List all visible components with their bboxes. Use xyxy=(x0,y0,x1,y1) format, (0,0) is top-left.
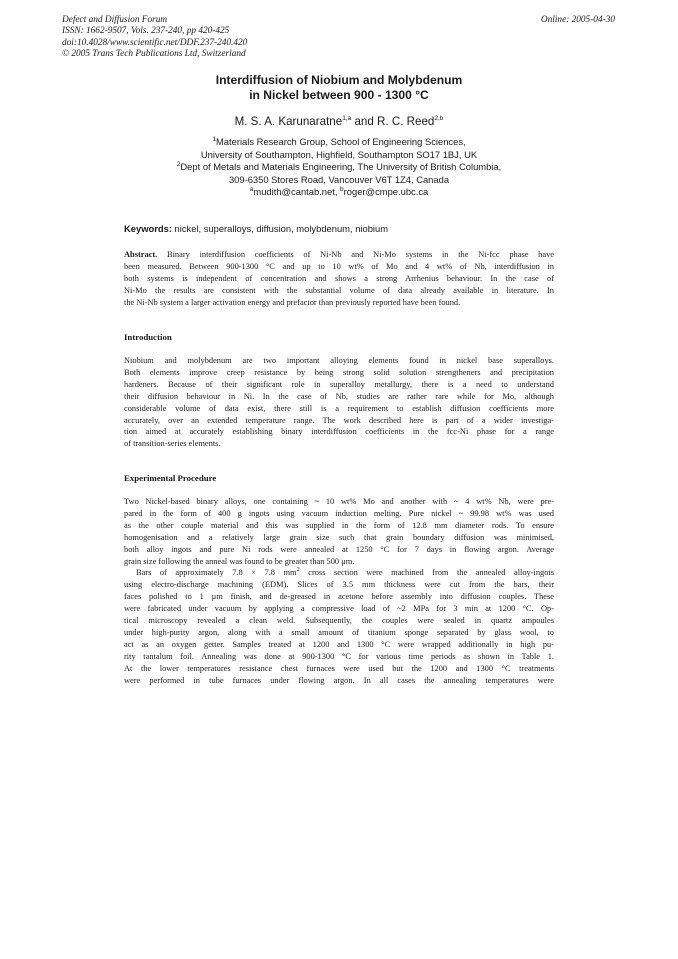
issn-line: ISSN: 1662-9507, Vols. 237-240, pp 420-425 xyxy=(62,26,230,37)
abstract-line: both systems is independent of concentration and shows a strong Arrhenius behaviour. In the case of xyxy=(124,273,554,283)
body-line: pared in the form of 400 g ingots using vacuum induction melting. Pure nickel ~ 99.98 wt% was used xyxy=(124,508,554,518)
body-line: hardeners. Because of their significant role in superalloy metallurgy, there is a need to understand xyxy=(124,379,554,389)
affiliation-2-sup: 2 xyxy=(176,161,181,169)
abstract-line: Ni-Mo the results are consistent with the substantial volume of data already available in literature. In xyxy=(124,285,554,295)
body-line: act as an oxygen getter. Samples treated at 1200 and 1300 °C were wrapped additionally in high pu- xyxy=(124,639,554,649)
affiliation-2-line-1 xyxy=(0,161,678,174)
affiliation-1-sup: 1 xyxy=(212,135,216,143)
body-line: as the other couple material and this was supplied in the form of 12.8 mm diameter rods. To ensure xyxy=(124,520,554,530)
title-line-2: in Nickel between 900 - 1300 °C xyxy=(249,88,429,102)
abstract-text: Binary interdiffusion coefficients of Ni-Nb and Ni-Mo systems in the Ni-fcc phase have xyxy=(157,250,554,259)
body-line: rity tantalum foil. Annealing was done at 900-1300 °C for various time periods as shown in Table 1. xyxy=(124,651,554,661)
body-line: of transition-series elements. xyxy=(124,439,221,449)
affiliation-2-text: Dept of Metals and Materials Engineering, The University of British Columbia, xyxy=(180,161,502,173)
body-line: At the lower temperatures resistance chest furnaces were used but the 1200 and 1300 °C treatments xyxy=(124,663,554,673)
body-line: were performed in tube furnaces under flowing argon. In all cases the annealing temperatures were xyxy=(124,675,554,685)
author-2-sup: 2,b xyxy=(434,115,444,123)
affiliation-1-text: Materials Research Group, School of Engineering Sciences, xyxy=(216,136,466,147)
publication-header xyxy=(62,15,247,61)
keywords-label: Keywords: xyxy=(124,223,172,234)
abstract-line: the Ni-Nb system a larger activation energy and prefactor than previously reported have been found. xyxy=(124,297,461,307)
paper-title xyxy=(0,73,678,103)
author-1-sup: 1,a xyxy=(342,115,352,123)
email-line xyxy=(0,186,678,199)
abstract-label: Abstract. xyxy=(124,250,158,259)
abstract-line xyxy=(124,249,554,261)
affiliation-1-line-2: University of Southampton, Highfield, Southampton SO17 1BJ, UK xyxy=(200,148,478,160)
experimental-body xyxy=(124,496,554,687)
body-text: Bars of approximately 7.8 × 7.8 mm xyxy=(136,568,297,578)
email-b: roger@cmpe.ubc.ca xyxy=(343,186,429,198)
area-superscript: 2 xyxy=(296,566,300,574)
body-line: faces polished to 1 μm finish, and de-greased in acetone before assembly into diffusion couples. These xyxy=(124,592,554,602)
body-line: accurately, over an extended temperature range. The work described here is part of a wider investiga- xyxy=(124,415,554,425)
body-line: grain size following the anneal was found to be greater than 500 μm. xyxy=(124,556,355,566)
body-line: tion aimed at accurately establishing binary interdiffusion coefficients in the fcc-Ni phase for a range xyxy=(124,427,554,437)
body-line: their diffusion behaviour in Ni. In the case of Nb, studies are rather rare while for Mo, although xyxy=(124,391,554,401)
affiliation-2-line-2: 309-6350 Stores Road, Vancouver V6T 1Z4, Canada xyxy=(228,173,450,185)
online-date: Online: 2005-04-30 xyxy=(540,15,615,25)
copyright-line: © 2005 Trans Tech Publications Ltd, Switzerland xyxy=(62,49,246,60)
author-list xyxy=(0,115,678,129)
body-line: tical microscopy revealed a clean weld. Subsequently, the couples were sealed in quartz ampoules xyxy=(124,616,554,626)
body-line: under high-purity argon, along with a small amount of titanium sponge separated by glass wool, to xyxy=(124,627,554,637)
experimental-heading: Experimental Procedure xyxy=(124,473,217,483)
doi-line: doi:10.4028/www.scientific.net/DDF.237-240.420 xyxy=(62,37,248,48)
affiliation-1-line-1 xyxy=(0,136,678,149)
body-line xyxy=(124,567,554,579)
author-conjunction: and xyxy=(351,115,378,128)
body-line: homogenisation and a relatively large grain size such that grain boundary diffusion was minimised, xyxy=(124,532,554,542)
abstract xyxy=(124,249,554,309)
body-line: Both elements improve creep resistance by being strong solid solution strengtheners and precipitation xyxy=(124,367,554,377)
body-line: considerable volume of data exist, there still is a requirement to establish diffusion coefficients more xyxy=(124,403,554,413)
body-line: both alloy ingots and pure Ni rods were annealed at 1250 °C for 7 days in flowing argon. Average xyxy=(124,544,554,554)
body-text: cross section were machined from the annealed alloy-ingots xyxy=(299,568,555,578)
keywords xyxy=(124,223,388,235)
author-1: M. S. A. Karunaratne xyxy=(234,115,343,128)
title-line-1: Interdiffusion of Niobium and Molybdenum xyxy=(215,73,463,87)
abstract-line: been measured. Between 900-1300 °C and up to 10 wt% of Mo and 4 wt% of Nb, interdiffusion in xyxy=(124,261,554,271)
author-2: R. C. Reed xyxy=(377,115,435,128)
keywords-text: nickel, superalloys, diffusion, molybdenum, niobium xyxy=(171,223,389,234)
affiliations xyxy=(0,136,678,199)
email-a: mudith@cantab.net, xyxy=(253,186,341,198)
journal-name: Defect and Diffusion Forum xyxy=(62,15,168,25)
body-line: using electro-discharge machining (EDM). Slices of 3.5 mm thickness were cut from the bars, their xyxy=(124,580,554,590)
body-line: Two Nickel-based binary alloys, one containing ~ 10 wt% Mo and another with ~ 4 wt% Nb, were pre- xyxy=(124,497,554,506)
body-line: Niobium and molybdenum are two important alloying elements found in nickel base superalloys. xyxy=(124,356,554,365)
email-b-sup: b xyxy=(340,186,344,194)
body-line: were fabricated under vacuum by applying a compressive load of ~2 MPa for 3 min at 1200 °C. Op- xyxy=(124,604,554,614)
email-a-sup: a xyxy=(249,186,254,194)
introduction-body xyxy=(124,355,554,450)
introduction-heading: Introduction xyxy=(124,332,172,342)
